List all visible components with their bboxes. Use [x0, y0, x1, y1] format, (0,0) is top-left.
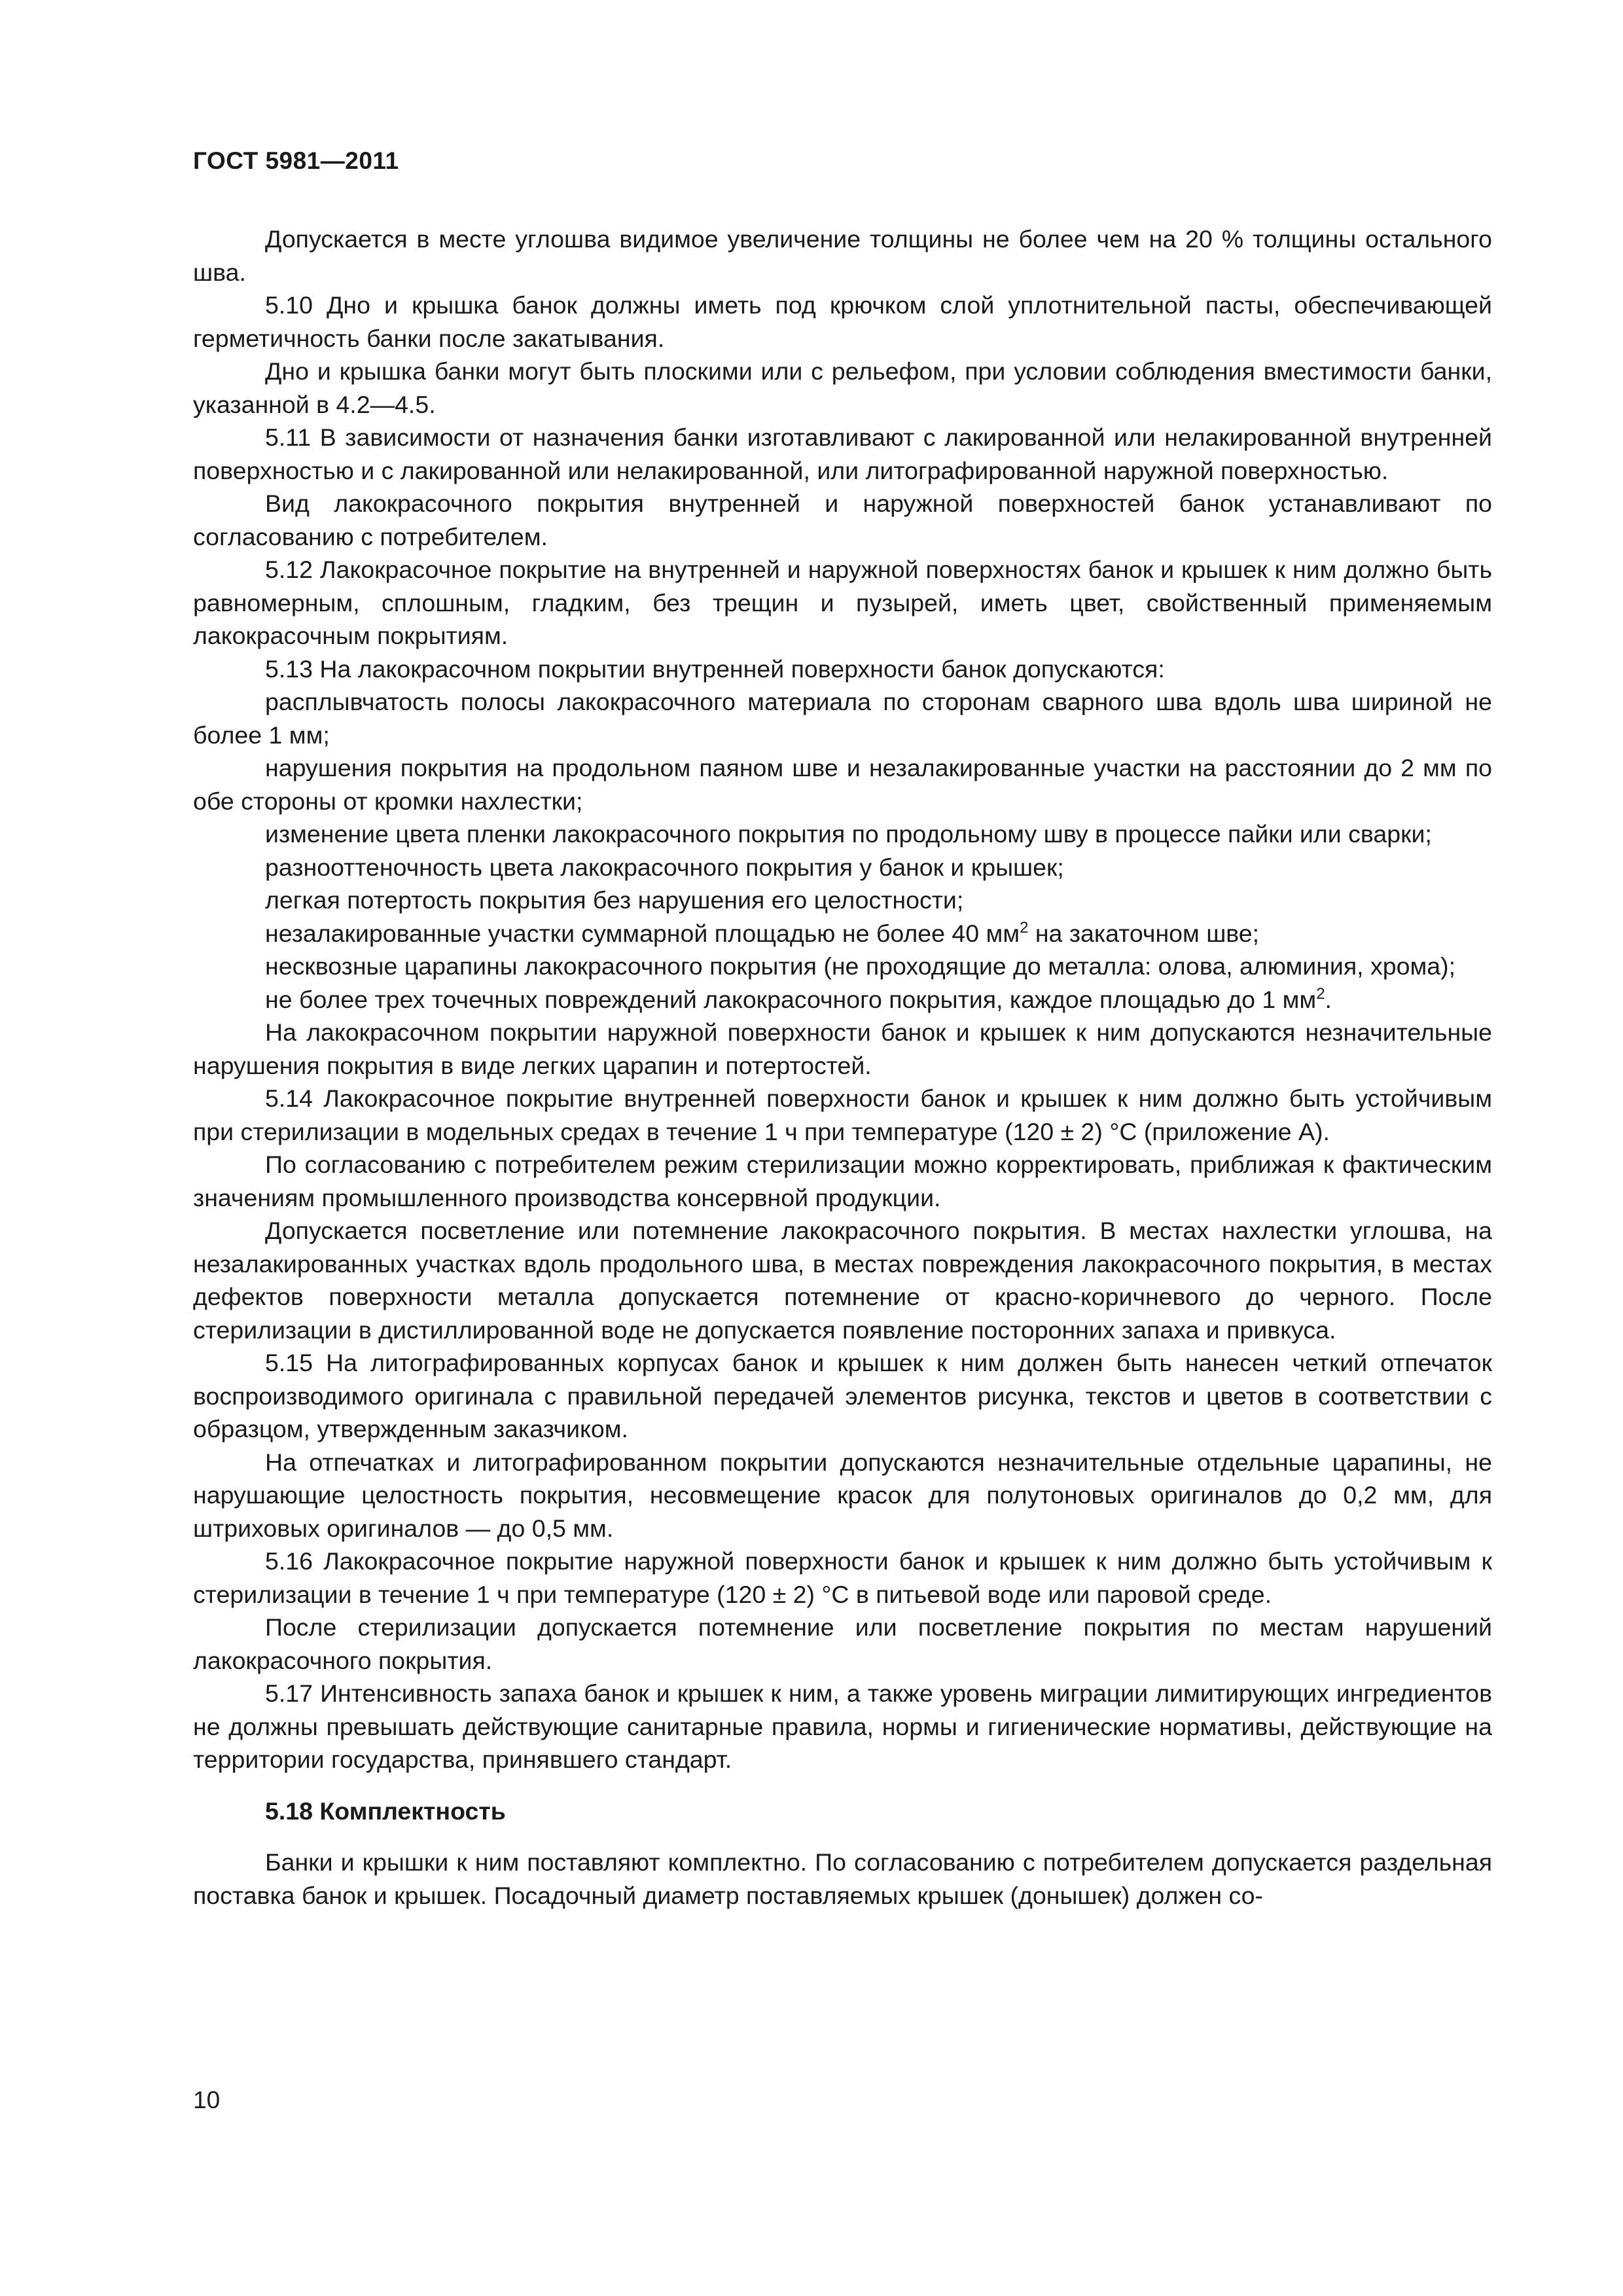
- paragraph: На отпечатках и литографированном покрытии допускаются незначительные отдельные царапины, не нарушающие целостность покрытия, несовмещение красок для полутоновых оригиналов до 0,2 мм, для штриховых оригиналов — до 0,5 мм.: [193, 1448, 1492, 1542]
- paragraph: 5.17 Интенсивность запаха банок и крышек к ним, а также уровень миграции лимитирующих ингредиентов не должны превышать действующие санитарные правила, нормы и гигиенические нормативы, действующие на территории государства, принявшего стандарт.: [193, 1679, 1492, 1773]
- standard-header: ГОСТ 5981—2011: [193, 147, 399, 174]
- paragraph: 5.12 Лакокрасочное покрытие на внутренней и наружной поверхностях банок и крышек к ним должно быть равномерным, сплошным, гладким, без трещин и пузырей, иметь цвет, свойственный применяемым лакокрасочным покрытиям.: [193, 556, 1492, 649]
- paragraph: 5.10 Дно и крышка банок должны иметь под крючком слой уплотнительной пасты, обеспечивающей герметичность банки после закатывания.: [193, 291, 1492, 352]
- list-item: изменение цвета пленки лакокрасочного покрытия по продольному шву в процессе пайки или сварки;: [265, 820, 1432, 848]
- superscript: 2: [1316, 984, 1325, 1003]
- list-item: [193, 983, 1492, 1016]
- paragraph: 5.14 Лакокрасочное покрытие внутренней поверхности банок и крышек к ним должно быть устойчивым при стерилизации в модельных средах в течение 1 ч при температуре (120 ± 2) °С (приложение А).: [193, 1085, 1492, 1145]
- paragraph: 5.16 Лакокрасочное покрытие наружной поверхности банок и крышек к ним должно быть устойчивым к стерилизации в течение 1 ч при температуре (120 ± 2) °С в питьевой воде или паровой среде.: [193, 1547, 1492, 1608]
- points-tail: .: [1325, 985, 1332, 1013]
- paragraph: По согласованию с потребителем режим стерилизации можно корректировать, приближая к фактическим значениям промышленного производства консервной продукции.: [193, 1151, 1492, 1211]
- points-text: не более трех точечных повреждений лакокрасочного покрытия, каждое площадью до 1 мм: [265, 985, 1317, 1013]
- paragraph: Допускается посветление или потемнение лакокрасочного покрытия. В местах нахлестки углошва, на незалакированных участках вдоль продольного шва, в местах повреждения лакокрасочного покрытия, в местах дефектов поверхности металла допускается потемнение от красно-коричневого до черного. После стерилизации в дистиллированной воде не допускается появление посторонних запаха и привкуса.: [193, 1217, 1492, 1344]
- body-text: [193, 223, 1492, 1912]
- paragraph: 5.11 В зависимости от назначения банки изготавливают с лакированной или нелакированной внутренней поверхностью и с лакированной или нелакированной, или литографированной наружной поверхностью.: [193, 423, 1492, 484]
- area-tail: на закаточном шве;: [1028, 919, 1260, 947]
- list-item: разнооттеночность цвета лакокрасочного покрытия у банок и крышек;: [265, 853, 1064, 881]
- list-item: [193, 917, 1492, 950]
- list-item: несквозные царапины лакокрасочного покрытия (не проходящие до металла: олова, алюминия, хрома);: [265, 952, 1456, 980]
- section-heading: 5.18 Комплектность: [265, 1797, 506, 1825]
- list-item: нарушения покрытия на продольном паяном шве и незалакированные участки на расстоянии до 2 мм по обе стороны от кромки нахлестки;: [193, 754, 1492, 815]
- paragraph: На лакокрасочном покрытии наружной поверхности банок и крышек к ним допускаются незначительные нарушения покрытия в виде легких царапин и потертостей.: [193, 1018, 1492, 1079]
- list-item: легкая потертость покрытия без нарушения его целостности;: [265, 886, 964, 914]
- paragraph: После стерилизации допускается потемнение или посветление покрытия по местам нарушений лакокрасочного покрытия.: [193, 1613, 1492, 1674]
- area-text: незалакированные участки суммарной площадью не более 40 мм: [265, 919, 1020, 947]
- paragraph: Банки и крышки к ним поставляют комплектно. По согласованию с потребителем допускается раздельная поставка банок и крышек. Посадочный диаметр поставляемых крышек (донышек) должен со-: [193, 1848, 1492, 1909]
- paragraph: 5.13 На лакокрасочном покрытии внутренней поверхности банок допускаются:: [265, 655, 1165, 683]
- list-item: расплывчатость полосы лакокрасочного материала по сторонам сварного шва вдоль шва шириной не более 1 мм;: [193, 688, 1492, 749]
- paragraph: Дно и крышка банки могут быть плоскими или с рельефом, при условии соблюдения вместимости банки, указанной в 4.2—4.5.: [193, 357, 1492, 418]
- page-number: 10: [193, 2087, 221, 2113]
- paragraph: 5.15 На литографированных корпусах банок и крышек к ним должен быть нанесен четкий отпечаток воспроизводимого оригинала с правильной передачей элементов рисунка, текстов и цветов в соответствии с образцом, утвержденным заказчиком.: [193, 1349, 1492, 1443]
- superscript: 2: [1020, 918, 1029, 937]
- paragraph: Вид лакокрасочного покрытия внутренней и наружной поверхностей банок устанавливают по согласованию с потребителем.: [193, 490, 1492, 550]
- paragraph: Допускается в месте углошва видимое увеличение толщины не более чем на 20 % толщины остального шва.: [193, 225, 1492, 286]
